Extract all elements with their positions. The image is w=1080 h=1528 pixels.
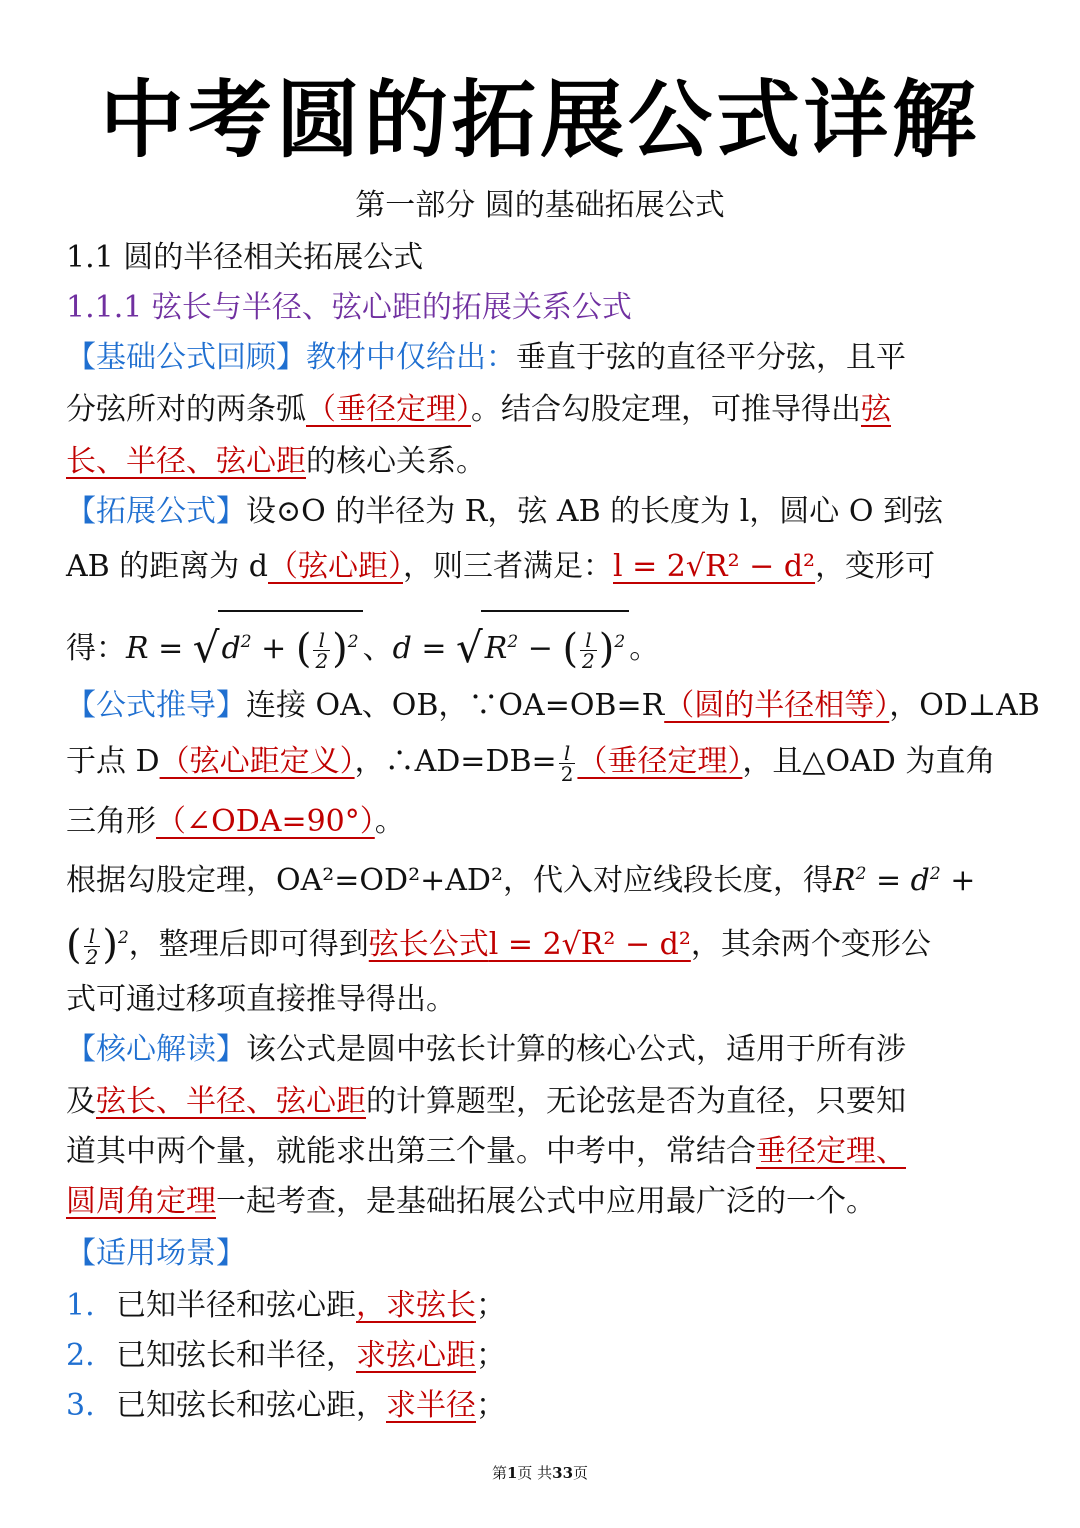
core-line-2 xyxy=(66,1080,906,1124)
list-number: 2. xyxy=(66,1338,95,1373)
basic-line-1 xyxy=(66,336,906,380)
deriv-underline-5: 弦长公式 xyxy=(368,927,489,962)
core-tag: 【核心解读】 xyxy=(66,1032,246,1067)
list-end: ； xyxy=(476,1388,506,1423)
ext-sep: 、 xyxy=(362,631,393,666)
deriv-text-6: 三角形 xyxy=(66,804,156,839)
deriv-text-5: ，且△OAD 为直角 xyxy=(742,744,996,779)
deriv-text-9: ，整理后即可得到 xyxy=(128,927,369,962)
basic-text-4: 的核心关系。 xyxy=(306,444,486,479)
scenes-tag: 【适用场景】 xyxy=(66,1236,246,1271)
deriv-underline-4: （∠ODA=90°） xyxy=(156,804,375,839)
subsection-heading: 1.1.1 弦长与半径、弦心距的拓展关系公式 xyxy=(66,290,632,325)
ext-line-1 xyxy=(66,490,943,534)
list-number: 1. xyxy=(66,1288,95,1323)
deriv-text-7: 。 xyxy=(374,804,405,839)
part-heading: 第一部分 圆的基础拓展公式 xyxy=(355,188,725,223)
basic-text-1: 垂直于弦的直径平分弦，且平 xyxy=(516,340,906,375)
ext-text-4: ，变形可 xyxy=(815,549,936,584)
deriv-line-3 xyxy=(66,800,405,844)
list-text: 已知弦长和半径， xyxy=(116,1338,356,1373)
ext-line-2 xyxy=(66,545,935,589)
deriv-text-1: 连接 OA、OB，∵OA=OB=R xyxy=(246,688,665,723)
deriv-text-2: ，OD⊥AB xyxy=(889,688,1040,723)
ext-formula: l = 2√R² − d² xyxy=(613,549,816,584)
footer-pre: 第 xyxy=(491,1464,507,1482)
deriv-formula: l = 2√R² − d² xyxy=(488,927,691,962)
footer-page-total: 33 xyxy=(552,1464,574,1482)
ext-line-3 xyxy=(66,610,659,679)
deriv-frac-l-2: $\frac{l}{2}$ xyxy=(560,740,574,786)
core-line-4 xyxy=(66,1180,876,1224)
core-underline-2: 垂径定理、 xyxy=(756,1134,906,1169)
core-text-5: 一起考查，是基础拓展公式中应用最广泛的一个。 xyxy=(216,1184,876,1219)
core-underline-3: 圆周角定理 xyxy=(66,1184,216,1219)
deriv-underline-3: （垂径定理） xyxy=(577,744,743,779)
formula-d: $d = √R^2$ − ( $\frac{l}{2}$ )$^2$ xyxy=(393,631,630,666)
section-heading: 1.1 圆的半径相关拓展公式 xyxy=(66,240,424,275)
ext-end: 。 xyxy=(629,631,660,666)
footer-page-number: 1 xyxy=(506,1464,518,1482)
core-underline-1: 弦长、半径、弦心距 xyxy=(96,1084,366,1119)
core-line-3 xyxy=(66,1130,906,1174)
list-item xyxy=(66,1334,506,1378)
deriv-line-1 xyxy=(66,684,1040,728)
list-underline: ，求弦长 xyxy=(356,1288,476,1323)
basic-underline-2a: 弦 xyxy=(861,392,891,427)
core-text-1: 该公式是圆中弦长计算的核心公式，适用于所有涉 xyxy=(246,1032,906,1067)
footer-mid: 页 共 xyxy=(517,1464,553,1482)
core-text-4: 道其中两个量，就能求出第三个量。中考中，常结合 xyxy=(66,1134,756,1169)
deriv-line-6 xyxy=(66,978,456,1022)
list-text: 已知半径和弦心距 xyxy=(116,1288,356,1323)
list-number: 3. xyxy=(66,1388,95,1423)
list-underline: 求半径 xyxy=(386,1388,476,1423)
basic-text-2: 分弦所对的两条弧 xyxy=(66,392,306,427)
list-end: ； xyxy=(476,1288,506,1323)
basic-underline-2b: 长、半径、弦心距 xyxy=(66,444,306,479)
deriv-text-8: 根据勾股定理，OA²=OD²+AD²，代入对应线段长度，得 xyxy=(66,863,833,898)
scenes-heading xyxy=(66,1232,246,1276)
page-title: 中考圆的拓展公式详解 xyxy=(99,71,980,169)
list-item xyxy=(66,1384,506,1428)
list-text: 已知弦长和弦心距， xyxy=(116,1388,386,1423)
footer-post: 页 xyxy=(573,1464,589,1482)
basic-text-3: 。结合勾股定理，可推导得出 xyxy=(471,392,861,427)
list-end: ； xyxy=(476,1338,506,1373)
deriv-pythag-b: ( $\frac{l}{2}$ )$^2$ xyxy=(66,922,129,969)
deriv-text-4: ，∴AD=DB= xyxy=(354,744,557,779)
deriv-pythag-a: $R^2 = d^2$ + xyxy=(832,863,976,898)
deriv-text-10: ，其余两个变形公 xyxy=(690,927,931,962)
deriv-text-11: 式可通过移项直接推导得出。 xyxy=(66,982,456,1017)
core-text-2: 及 xyxy=(66,1084,96,1119)
list-underline: 求弦心距 xyxy=(356,1338,476,1373)
deriv-underline-2: （弦心距定义） xyxy=(159,744,355,779)
basic-line-3 xyxy=(66,440,486,484)
deriv-line-2 xyxy=(66,740,995,784)
ext-text-5: 得： xyxy=(66,631,126,666)
core-line-1 xyxy=(66,1028,906,1072)
deriv-line-5 xyxy=(66,908,931,975)
basic-underline-1: （垂径定理） xyxy=(306,392,471,427)
ext-text-1: 设⊙O 的半径为 R，弦 AB 的长度为 l，圆心 O 到弦 xyxy=(246,494,943,529)
ext-underline-1: （弦心距） xyxy=(268,549,403,584)
formula-R: $R = √d^2$ + ( $\frac{l}{2}$ )$^2$ xyxy=(126,631,363,666)
deriv-underline-1: （圆的半径相等） xyxy=(664,688,890,723)
basic-lead: 教材中仅给出： xyxy=(306,340,516,375)
ext-tag: 【拓展公式】 xyxy=(66,494,246,529)
ext-text-3: ，则三者满足： xyxy=(403,549,613,584)
basic-line-2 xyxy=(66,388,891,432)
page-footer xyxy=(0,1462,1080,1484)
deriv-text-3: 于点 D xyxy=(66,744,160,779)
deriv-tag: 【公式推导】 xyxy=(66,688,246,723)
list-item xyxy=(66,1284,506,1328)
basic-tag: 【基础公式回顾】 xyxy=(66,340,306,375)
core-text-3: 的计算题型，无论弦是否为直径，只要知 xyxy=(366,1084,906,1119)
deriv-line-4 xyxy=(66,852,975,903)
ext-text-2: AB 的距离为 d xyxy=(66,549,268,584)
